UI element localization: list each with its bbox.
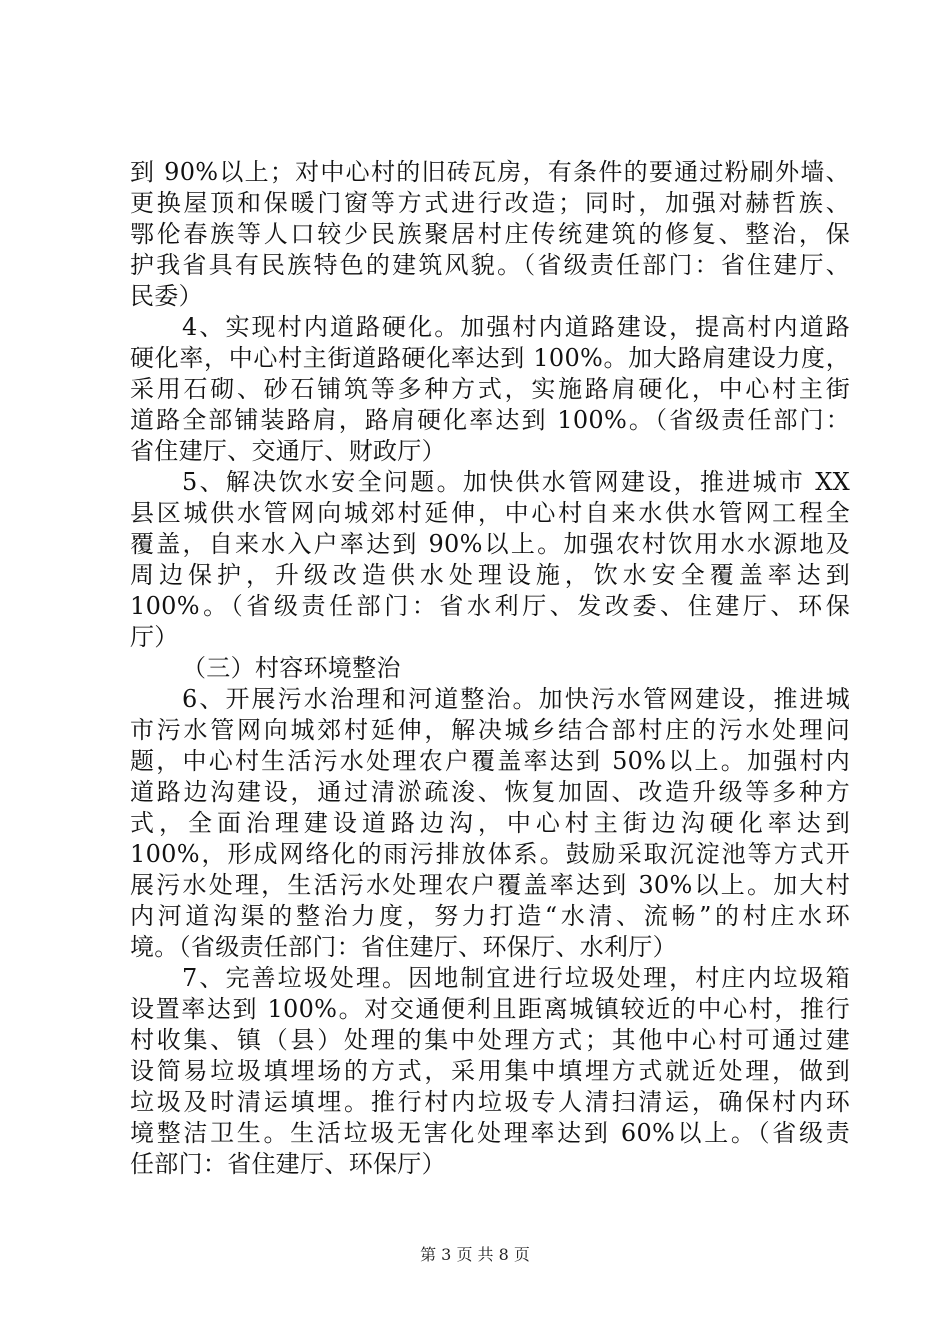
text-line: 更换屋顶和保暖门窗等方式进行改造；同时，加强对赫哲族、	[130, 189, 850, 217]
text-line: 道路全部铺装路肩，路肩硬化率达到 100%。（省级责任部门：	[130, 406, 850, 434]
page-number-footer: 第 3 页 共 8 页	[420, 1245, 530, 1264]
paragraph-start-line: 7、完善垃圾处理。因地制宜进行垃圾处理，村庄内垃圾箱	[182, 964, 850, 992]
text-line: 展污水处理，生活污水处理农户覆盖率达到 30%以上。加大村	[130, 871, 850, 899]
text-line: 采用石砌、砂石铺筑等多种方式，实施路肩硬化，中心村主街	[130, 375, 850, 403]
text-line: 省住建厅、交通厅、财政厅）	[130, 437, 446, 465]
text-line: 鄂伦春族等人口较少民族聚居村庄传统建筑的修复、整治，保	[130, 220, 850, 248]
section-heading: （三）村容环境整治	[182, 654, 401, 682]
text-line: 境整洁卫生。生活垃圾无害化处理率达到 60%以上。（省级责	[130, 1119, 850, 1147]
text-line: 任部门：省住建厅、环保厅）	[130, 1150, 446, 1178]
text-line: 周边保护，升级改造供水处理设施，饮水安全覆盖率达到	[130, 561, 850, 589]
text-line: 市污水管网向城郊村延伸，解决城乡结合部村庄的污水处理问	[130, 716, 850, 744]
text-line: 垃圾及时清运填埋。推行村内垃圾专人清扫清运，确保村内环	[130, 1088, 850, 1116]
text-line: 式，全面治理建设道路边沟，中心村主街边沟硬化率达到	[130, 809, 850, 837]
paragraph-start-line: 5、解决饮水安全问题。加快供水管网建设，推进城市 XX	[182, 468, 850, 496]
text-line: 村收集、镇（县）处理的集中处理方式；其他中心村可通过建	[130, 1026, 850, 1054]
text-line: 设置率达到 100%。对交通便利且距离城镇较近的中心村，推行	[130, 995, 850, 1023]
text-line: 题，中心村生活污水处理农户覆盖率达到 50%以上。加强村内	[130, 747, 850, 775]
text-line: 硬化率，中心村主街道路硬化率达到 100%。加大路肩建设力度，	[130, 344, 850, 372]
paragraph-start-line: 6、开展污水治理和河道整治。加快污水管网建设，推进城	[182, 685, 850, 713]
text-line: 设简易垃圾填埋场的方式，采用集中填埋方式就近处理，做到	[130, 1057, 850, 1085]
text-line: 到 90%以上；对中心村的旧砖瓦房，有条件的要通过粉刷外墙、	[130, 158, 850, 186]
text-line: 覆盖，自来水入户率达到 90%以上。加强农村饮用水水源地及	[130, 530, 850, 558]
text-line: 100%。（省级责任部门：省水利厅、发改委、住建厅、环保	[130, 592, 850, 620]
text-line: 内河道沟渠的整治力度，努力打造“水清、流畅”的村庄水环	[130, 902, 850, 930]
text-line: 护我省具有民族特色的建筑风貌。（省级责任部门：省住建厅、	[130, 251, 850, 279]
text-line: 县区城供水管网向城郊村延伸，中心村自来水供水管网工程全	[130, 499, 850, 527]
text-line: 厅）	[130, 623, 179, 651]
paragraph-start-line: 4、实现村内道路硬化。加强村内道路建设，提高村内道路	[182, 313, 850, 341]
text-line: 100%，形成网络化的雨污排放体系。鼓励采取沉淀池等方式开	[130, 840, 850, 868]
text-line: 境。（省级责任部门：省住建厅、环保厅、水利厅）	[130, 933, 677, 961]
text-line: 民委）	[130, 282, 203, 310]
text-line: 道路边沟建设，通过清淤疏浚、恢复加固、改造升级等多种方	[130, 778, 850, 806]
